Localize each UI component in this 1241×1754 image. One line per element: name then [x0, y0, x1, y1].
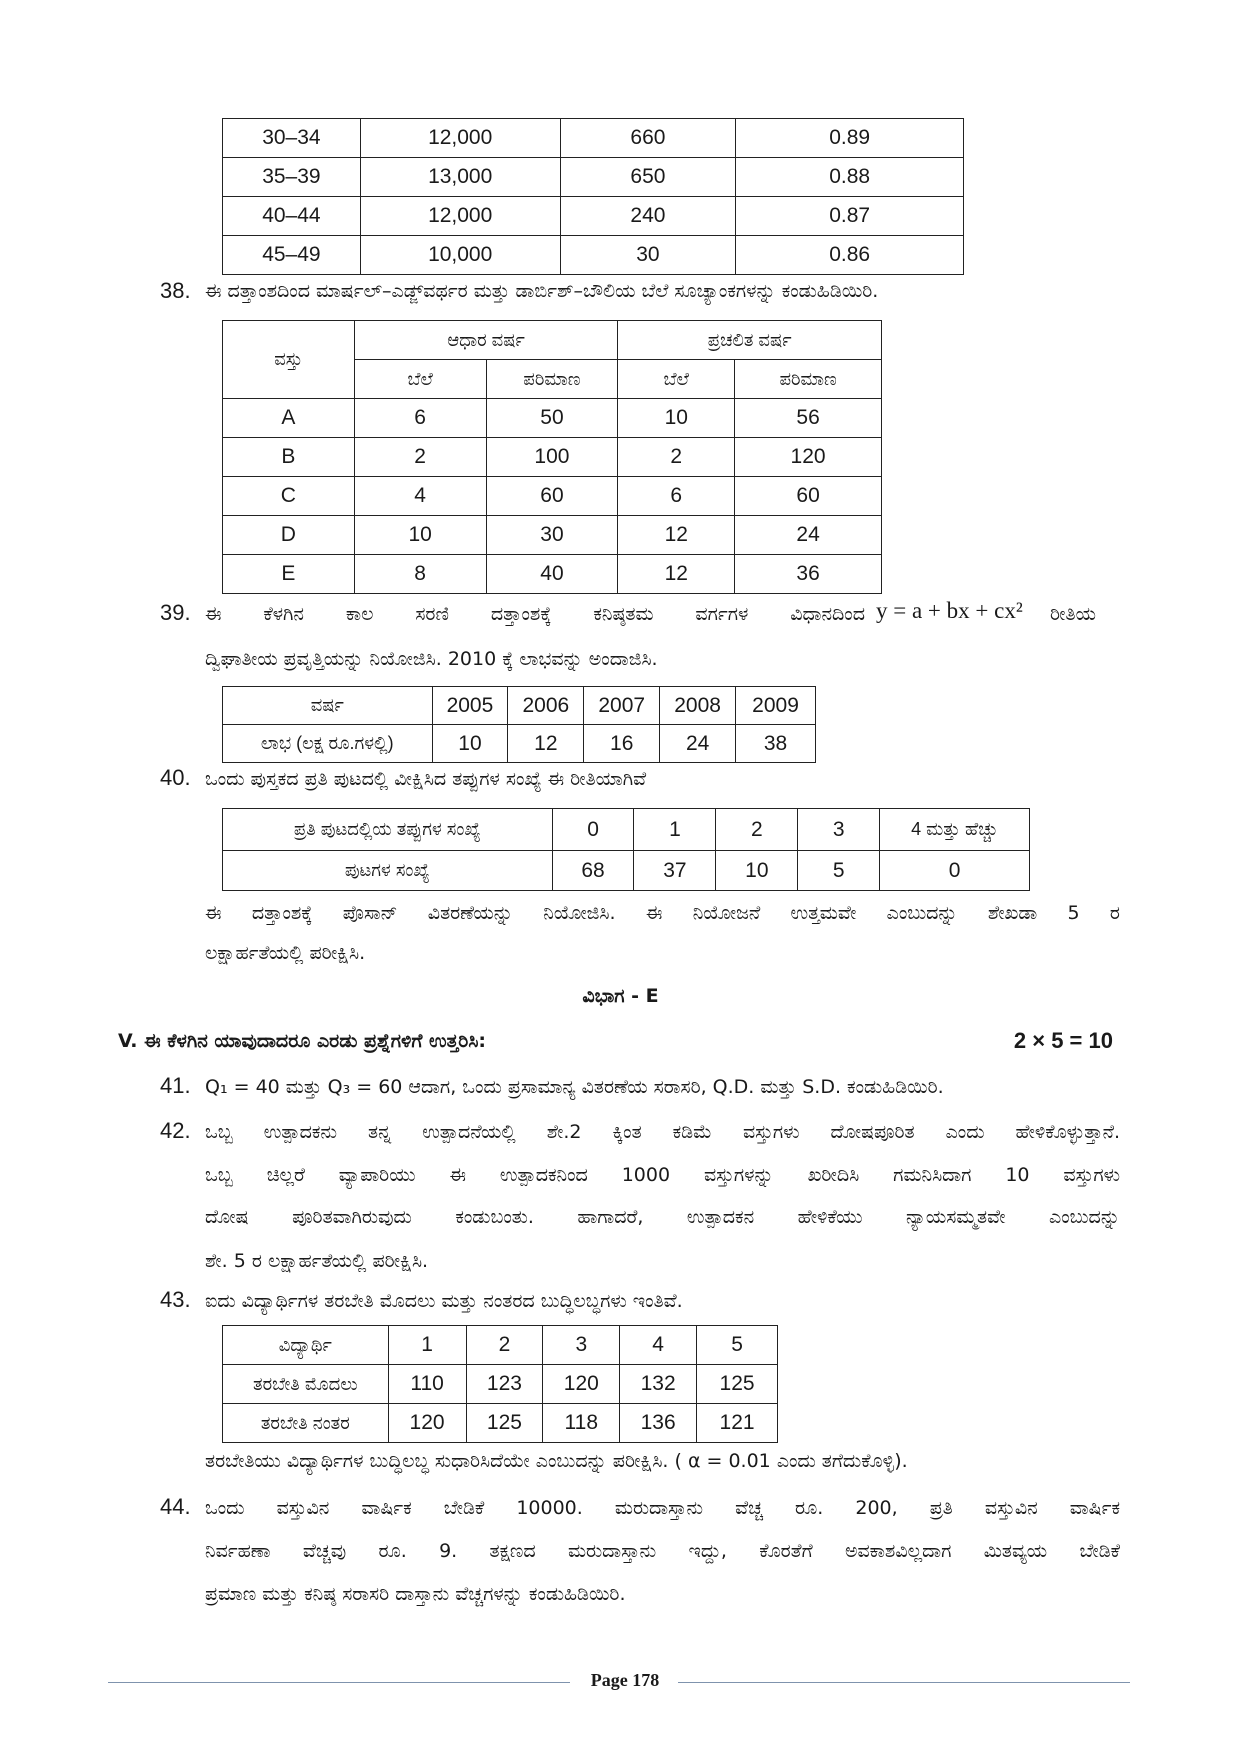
table-cell: 68: [552, 851, 634, 891]
table-cell: 30: [486, 516, 618, 555]
table-cell: 36: [735, 555, 882, 594]
table-cell: 12: [618, 516, 735, 555]
errors-table: [222, 808, 1030, 891]
table-cell: 60: [735, 477, 882, 516]
table-cell: 0: [552, 809, 634, 851]
question-text: ತರಬೇತಿಯು ವಿದ್ಯಾರ್ಥಿಗಳ ಬುದ್ಧಿಲಬ್ಧ ಸುಧಾರಿಸಿದೆಯೇ ಎಂಬುದನ್ನು ಪರೀಕ್ಷಿಸಿ. ( α = 0.01 ಎಂದು ತಗೆದುಕೊಳ್ಳಿ).: [205, 1450, 908, 1472]
table-cell: 2: [466, 1326, 543, 1365]
question-number: 40.: [160, 765, 191, 790]
table-cell: 10: [432, 725, 508, 763]
table-cell: B: [223, 438, 355, 477]
question-text: ಈ ಕೆಳಗಿನ ಕಾಲ ಸರಣಿ ದತ್ತಾಂಶಕ್ಕೆ ಕನಿಷ್ಠತಮ ವರ್ಗಗಳ ವಿಧಾನದಿಂದ: [205, 603, 865, 625]
table-cell: 120: [735, 438, 882, 477]
table-cell: 8: [354, 555, 486, 594]
table-cell: 1: [634, 809, 716, 851]
table-cell: 125: [697, 1365, 778, 1404]
quadratic-equation: y = a + bx + cx²: [876, 598, 1023, 623]
table-cell: 4: [354, 477, 486, 516]
table-cell: 0.86: [736, 236, 964, 275]
column-header-quantity: ಪರಿಮಾಣ: [735, 360, 882, 399]
table-cell: 123: [466, 1365, 543, 1404]
age-group-table: [222, 118, 964, 275]
table-cell: 136: [620, 1404, 697, 1443]
section-instruction: V. ಈ ಕೆಳಗಿನ ಯಾವುದಾದರೂ ಎರಡು ಪ್ರಶ್ನೆಗಳಿಗೆ ಉತ್ತರಿಸಿ:: [118, 1030, 487, 1052]
table-cell: 10: [354, 516, 486, 555]
table-cell: 24: [660, 725, 736, 763]
table-cell: 6: [618, 477, 735, 516]
footer-rule-left: [108, 1682, 570, 1683]
question-text: ರೀತಿಯ: [1050, 603, 1096, 625]
table-cell: 125: [466, 1404, 543, 1443]
page-number: Page 178: [590, 1670, 660, 1690]
question-number: 39.: [160, 600, 191, 625]
question-number: 43.: [160, 1287, 191, 1312]
table-cell: 650: [560, 158, 736, 197]
question-text: ಒಬ್ಬ ಚಿಲ್ಲರೆ ವ್ಯಾಪಾರಿಯು ಈ ಉತ್ಪಾದಕನಿಂದ 1000 ವಸ್ತುಗಳನ್ನು ಖರೀದಿಸಿ ಗಮನಿಸಿದಾಗ 10 ವಸ್ತುಗಳು: [205, 1164, 1120, 1186]
table-cell: 2: [618, 438, 735, 477]
column-header-current-year: ಪ್ರಚಲಿತ ವರ್ಷ: [618, 321, 882, 360]
table-cell: 118: [543, 1404, 620, 1443]
table-cell: 2005: [432, 687, 508, 725]
row-header-student: ವಿದ್ಯಾರ್ಥಿ: [223, 1326, 389, 1365]
table-cell: 3: [798, 809, 880, 851]
column-header-price: ಬೆಲೆ: [354, 360, 486, 399]
table-cell: 2006: [508, 687, 584, 725]
table-cell: 110: [388, 1365, 466, 1404]
table-cell: 0: [880, 851, 1030, 891]
table-cell: 660: [560, 119, 736, 158]
column-header-price: ಬೆಲೆ: [618, 360, 735, 399]
table-cell: E: [223, 555, 355, 594]
table-cell: 10: [716, 851, 798, 891]
table-cell: 4: [620, 1326, 697, 1365]
table-cell: 2009: [736, 687, 816, 725]
table-cell: 5: [798, 851, 880, 891]
table-cell: 4 ಮತ್ತು ಹೆಚ್ಚು: [880, 809, 1030, 851]
table-cell: 120: [388, 1404, 466, 1443]
question-text: ದ್ವಿಘಾತೀಯ ಪ್ರವೃತ್ತಿಯನ್ನು ನಿಯೋಜಿಸಿ. 2010 ಕ್ಕೆ ಲಾಭವನ್ನು ಅಂದಾಜಿಸಿ.: [205, 648, 658, 670]
table-cell: 2: [354, 438, 486, 477]
table-cell: 5: [697, 1326, 778, 1365]
table-cell: 40: [486, 555, 618, 594]
table-cell: 38: [736, 725, 816, 763]
table-cell: 240: [560, 197, 736, 236]
row-header-before: ತರಬೇತಿ ಮೊದಲು: [223, 1365, 389, 1404]
table-cell: 60: [486, 477, 618, 516]
table-cell: 3: [543, 1326, 620, 1365]
section-title: ವಿಭಾಗ - E: [582, 985, 659, 1007]
table-cell: 1: [388, 1326, 466, 1365]
table-cell: 0.87: [736, 197, 964, 236]
column-header-item: ವಸ್ತು: [223, 321, 355, 399]
table-cell: 13,000: [360, 158, 560, 197]
table-cell: 121: [697, 1404, 778, 1443]
question-text: Q₁ = 40 ಮತ್ತು Q₃ = 60 ಆದಾಗ, ಒಂದು ಪ್ರಸಾಮಾನ್ಯ ವಿತರಣೆಯ ಸರಾಸರಿ, Q.D. ಮತ್ತು S.D. ಕಂಡುಹಿಡಿಯಿರಿ.: [205, 1076, 944, 1098]
row-header-year: ವರ್ಷ: [223, 687, 433, 725]
table-cell: 56: [735, 399, 882, 438]
column-header-quantity: ಪರಿಮಾಣ: [486, 360, 618, 399]
row-header-errors: ಪ್ರತಿ ಪುಟದಲ್ಲಿಯ ತಪ್ಪುಗಳ ಸಂಖ್ಯೆ: [223, 809, 553, 851]
table-cell: 12,000: [360, 119, 560, 158]
row-header-profit: ಲಾಭ (ಲಕ್ಷ ರೂ.ಗಳಲ್ಲಿ): [223, 725, 433, 763]
profit-table: [222, 686, 816, 763]
table-cell: 16: [584, 725, 660, 763]
question-number: 38.: [160, 278, 191, 303]
table-cell: 12,000: [360, 197, 560, 236]
question-number: 41.: [160, 1073, 191, 1098]
price-index-table: [222, 320, 882, 594]
question-text: ಒಂದು ವಸ್ತುವಿನ ವಾರ್ಷಿಕ ಬೇಡಿಕೆ 10000. ಮರುದಾಸ್ತಾನು ವೆಚ್ಚ ರೂ. 200, ಪ್ರತಿ ವಸ್ತುವಿನ ವಾರ್ಷಿಕ: [205, 1497, 1120, 1519]
question-text: ಒಂದು ಪುಸ್ತಕದ ಪ್ರತಿ ಪುಟದಲ್ಲಿ ವೀಕ್ಷಿಸಿದ ತಪ್ಪುಗಳ ಸಂಖ್ಯೆ ಈ ರೀತಿಯಾಗಿವೆ: [205, 768, 647, 790]
section-marks: 2 × 5 = 10: [1013, 1028, 1113, 1053]
question-text: ಐದು ವಿದ್ಯಾರ್ಥಿಗಳ ತರಬೇತಿ ಮೊದಲು ಮತ್ತು ನಂತರದ ಬುದ್ಧಿಲಬ್ಧಗಳು ಇಂತಿವೆ.: [205, 1290, 683, 1312]
question-number: 44.: [160, 1494, 191, 1519]
table-cell: 10: [618, 399, 735, 438]
table-cell: 2008: [660, 687, 736, 725]
table-cell: 0.88: [736, 158, 964, 197]
table-cell: D: [223, 516, 355, 555]
row-header-after: ತರಬೇತಿ ನಂತರ: [223, 1404, 389, 1443]
table-cell: 10,000: [360, 236, 560, 275]
column-header-base-year: ಆಧಾರ ವರ್ಷ: [354, 321, 618, 360]
question-number: 42.: [160, 1118, 191, 1143]
footer-rule-right: [678, 1682, 1130, 1683]
table-cell: 30–34: [223, 119, 361, 158]
row-header-pages: ಪುಟಗಳ ಸಂಖ್ಯೆ: [223, 851, 553, 891]
question-text: ಈ ದತ್ತಾಂಶದಿಂದ ಮಾರ್ಷಲ್–ಎಡ್ಜ್‌ವರ್ಥರ ಮತ್ತು ಡಾರ್ಬಿಶ್–ಬೌಲಿಯ ಬೆಲೆ ಸೂಚ್ಯಾಂಕಗಳನ್ನು ಕಂಡುಹಿಡಿಯಿರಿ.: [205, 280, 879, 302]
table-cell: A: [223, 399, 355, 438]
table-cell: 12: [508, 725, 584, 763]
table-cell: 12: [618, 555, 735, 594]
question-text: ಶೇ. 5 ರ ಲಕ್ಷಾರ್ಹತೆಯಲ್ಲಿ ಪರೀಕ್ಷಿಸಿ.: [205, 1250, 429, 1272]
table-cell: 40–44: [223, 197, 361, 236]
question-text: ಒಬ್ಬ ಉತ್ಪಾದಕನು ತನ್ನ ಉತ್ಪಾದನೆಯಲ್ಲಿ ಶೇ.2 ಕ್ಕಿಂತ ಕಡಿಮೆ ವಸ್ತುಗಳು ದೋಷಪೂರಿತ ಎಂದು ಹೇಳಿಕೊಳ್ಳುತ್ತಾನೆ.: [205, 1121, 1120, 1143]
table-cell: 30: [560, 236, 736, 275]
question-text: ದೋಷ ಪೂರಿತವಾಗಿರುವುದು ಕಂಡುಬಂತು. ಹಾಗಾದರೆ, ಉತ್ಪಾದಕನ ಹೇಳಿಕೆಯು ನ್ಯಾಯಸಮ್ಮತವೇ ಎಂಬುದನ್ನು: [205, 1206, 1120, 1228]
question-text: ಲಕ್ಷಾರ್ಹತೆಯಲ್ಲಿ ಪರೀಕ್ಷಿಸಿ.: [205, 942, 366, 964]
table-cell: 45–49: [223, 236, 361, 275]
table-cell: 2007: [584, 687, 660, 725]
iq-table: [222, 1325, 778, 1443]
question-text: ಪ್ರಮಾಣ ಮತ್ತು ಕನಿಷ್ಠ ಸರಾಸರಿ ದಾಸ್ತಾನು ವೆಚ್ಚಗಳನ್ನು ಕಂಡುಹಿಡಿಯಿರಿ.: [205, 1583, 626, 1605]
table-cell: 37: [634, 851, 716, 891]
question-text: ಈ ದತ್ತಾಂಶಕ್ಕೆ ಪೊಸಾನ್ ವಿತರಣೆಯನ್ನು ನಿಯೋಜಿಸಿ. ಈ ನಿಯೋಜನೆ ಉತ್ತಮವೇ ಎಂಬುದನ್ನು ಶೇಖಡಾ 5 ರ: [205, 902, 1120, 924]
table-cell: 0.89: [736, 119, 964, 158]
table-cell: 120: [543, 1365, 620, 1404]
table-cell: 6: [354, 399, 486, 438]
question-text: ನಿರ್ವಹಣಾ ವೆಚ್ಚವು ರೂ. 9. ತಕ್ಷಣದ ಮರುದಾಸ್ತಾನು ಇದ್ದು, ಕೊರತೆಗೆ ಅವಕಾಶವಿಲ್ಲದಾಗ ಮಿತವ್ಯಯ ಬೇಡಿಕೆ: [205, 1540, 1120, 1562]
table-cell: 35–39: [223, 158, 361, 197]
table-cell: 24: [735, 516, 882, 555]
table-cell: C: [223, 477, 355, 516]
table-cell: 2: [716, 809, 798, 851]
table-cell: 100: [486, 438, 618, 477]
table-cell: 50: [486, 399, 618, 438]
table-cell: 132: [620, 1365, 697, 1404]
